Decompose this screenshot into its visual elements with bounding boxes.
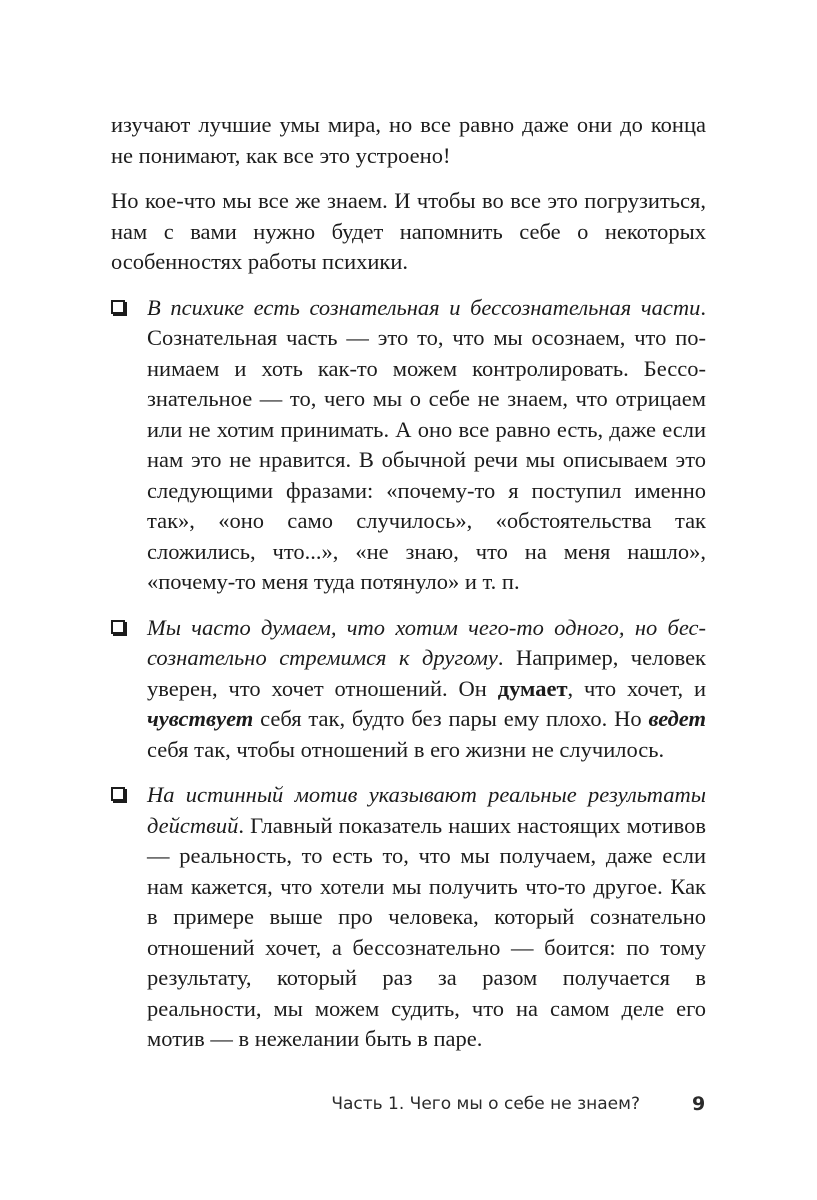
checkbox-icon [111,620,125,634]
bullet-text: себя так, чтобы отношений в его жизни не случилось. [147,736,665,762]
emphasis-behaves: ведет [648,706,706,731]
bullet-text: . Главный показатель наших настоящих мотивов — реальность, то есть то, что мы получаем, даже если нам кажется, что хотели мы получить что-то другое. Как в примере выше про человека, который сознательно отношений хочет, а бессознательно — боится: по тому результату, который раз за разом получается в реальности, мы можем судить, что на самом деле его мотив — в нежелании быть в паре. [147,812,706,1051]
checkbox-list [111,293,706,1055]
checkbox-icon [111,300,125,314]
bullet-text: . Например, человек уверен, что хочет отношений. Он [147,645,706,701]
page-footer [0,1091,817,1121]
bullet-lead: На истинный мотив указывают реальные результаты действий [147,782,706,838]
bullet-text: , что хочет, и [567,675,706,701]
page-body [111,110,706,1070]
bullet-text: . Сознательная часть — это то, что мы осознаем, что понимаем и хоть как-то можем контролировать. Бессознательное — то, чего мы о себе не знаем, что отрицаем или не хотим принимать. А оно все равно есть, даже если нам это не нравится. В обычной речи мы описываем это следующими фразами: «почему-то я поступил именно так», «оно само случилось», «обстоятельства так сложились, что...», «не знаю, что на меня нашло», «почему-то меня туда потянуло» и т. п. [147,294,706,594]
emphasis-thinks: думает [497,675,568,701]
paragraph-1: изучают лучшие умы мира, но все равно даже они до конца не понимают, как все это устроено! [111,112,706,168]
bullet-lead: Мы часто думаем, что хотим чего-то одного, но бессознательно стремимся к другому [147,614,706,670]
bullet-lead: В психике есть сознательная и бессознательная части [147,294,701,320]
list-item [111,293,706,598]
page-number: 9 [692,1093,706,1115]
checkbox-icon [111,787,125,801]
bullet-text: себя так, будто без пары ему плохо. Но [253,706,649,731]
paragraph-2: Но кое-что мы все же знаем. И чтобы во все это погрузиться, нам с вами нужно будет напомнить себе о некоторых особенностях работы психики. [111,188,706,274]
emphasis-feels: чувствует [147,706,254,731]
list-item [111,780,706,1055]
list-item [111,613,706,766]
running-footer-title: Часть 1. Чего мы о себе не знаем? [331,1094,640,1114]
